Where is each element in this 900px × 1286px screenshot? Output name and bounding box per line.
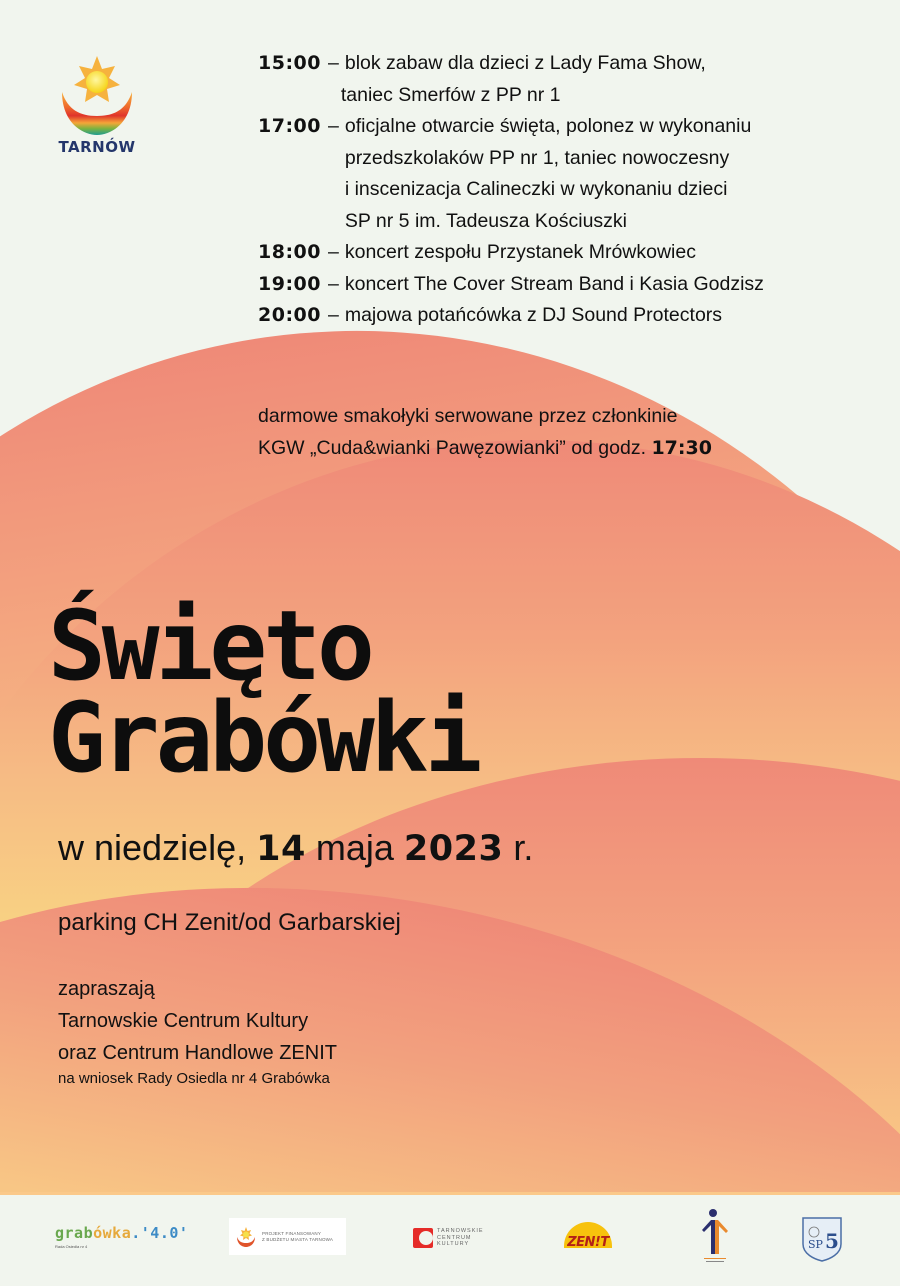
zenit-logo: ZEN!T: [562, 1220, 614, 1254]
schedule-time: 19:00: [258, 272, 321, 295]
treats-time: 17:30: [651, 437, 712, 459]
event-schedule: [258, 48, 888, 332]
community-center-logo: [698, 1208, 732, 1266]
grabowka-logo: grabówka.'4.0' Rada Osiedla nr 4: [55, 1223, 189, 1249]
schedule-item: 18:00 – koncert zespołu Przystanek Mrówkowiec: [258, 237, 888, 269]
tarnow-city-logo: [52, 52, 142, 162]
schedule-item: 17:00 – oficjalne otwarcie święta, polonez w wykonaniu przedszkolaków PP nr 1, taniec nowoczesny i inscenizacja Calineczki w wykonaniu dzieci SP nr 5 im. Tadeusza Kościuszki: [258, 111, 888, 237]
school-shield-icon: [800, 1214, 844, 1262]
schedule-description: SP nr 5 im. Tadeusza Kościuszki: [344, 209, 628, 232]
schedule-time: 17:00: [258, 115, 321, 137]
event-location: parking CH Zenit/od Garbarskiej: [58, 909, 401, 936]
organizers: zapraszają Tarnowskie Centrum Kultury oraz Centrum Handlowe ZENIT na wniosek Rady Osiedla nr 4 Grabówka: [58, 978, 337, 1087]
schedule-time: 15:00: [258, 52, 321, 74]
date-year: 2023: [403, 829, 504, 869]
schedule-item: 19:00 – koncert The Cover Stream Band i Kasia Godzisz: [258, 269, 888, 301]
organizer-note: na wniosek Rady Osiedla nr 4 Grabówka: [58, 1070, 330, 1087]
schedule-description: przedszkolaków PP nr 1, taniec nowoczesny: [344, 146, 730, 169]
schedule-time: 18:00: [258, 241, 321, 263]
schedule-description: koncert zespołu Przystanek Mrówkowiec: [344, 241, 696, 263]
free-treats-note: darmowe smakołyki serwowane przez członkinie KGW „Cuda&wianki Pawęzowianki” od godz. 17:30: [258, 405, 712, 459]
schedule-time: 20:00: [258, 304, 321, 326]
sun-crescent-icon: [235, 1226, 257, 1248]
tck-logo: TARNOWSKIE CENTRUM KULTURY: [413, 1222, 485, 1254]
event-title: Święto Grabówki: [48, 590, 479, 794]
schedule-description: oficjalne otwarcie święta, polonez w wykonaniu: [344, 115, 752, 137]
person-icon: [698, 1208, 732, 1266]
schedule-description: majowa potańcówka z DJ Sound Protectors: [344, 304, 723, 326]
svg-text:5: 5: [825, 1229, 839, 1253]
date-day: 14: [256, 829, 306, 869]
schedule-description: blok zabaw dla dzieci z Lady Fama Show,: [344, 52, 706, 74]
school-sp5-logo: [800, 1214, 844, 1262]
schedule-description: i inscenizacja Calineczki w wykonaniu dzieci: [344, 178, 728, 200]
sun-crescent-icon: [56, 52, 138, 136]
schedule-description: koncert The Cover Stream Band i Kasia Godzisz: [344, 272, 764, 295]
project-funding-logo: PROJEKT FINANSOWANY Z BUDŻETU MIASTA TARNOWA: [229, 1218, 346, 1255]
schedule-item: 20:00 – majowa potańcówka z DJ Sound Protectors: [258, 300, 888, 332]
schedule-description: taniec Smerfów z PP nr 1: [340, 83, 561, 106]
svg-text:SP: SP: [808, 1238, 823, 1251]
event-date: w niedzielę, 14 maja 2023 r.: [58, 827, 534, 869]
schedule-item: 15:00 – blok zabaw dla dzieci z Lady Fama Show, taniec Smerfów z PP nr 1: [258, 48, 888, 111]
tck-c-icon: [413, 1228, 433, 1248]
organizer-zenit: oraz Centrum Handlowe ZENIT: [58, 1042, 337, 1064]
city-name: TARNÓW: [58, 138, 136, 156]
organizer-tck: Tarnowskie Centrum Kultury: [58, 1010, 309, 1032]
